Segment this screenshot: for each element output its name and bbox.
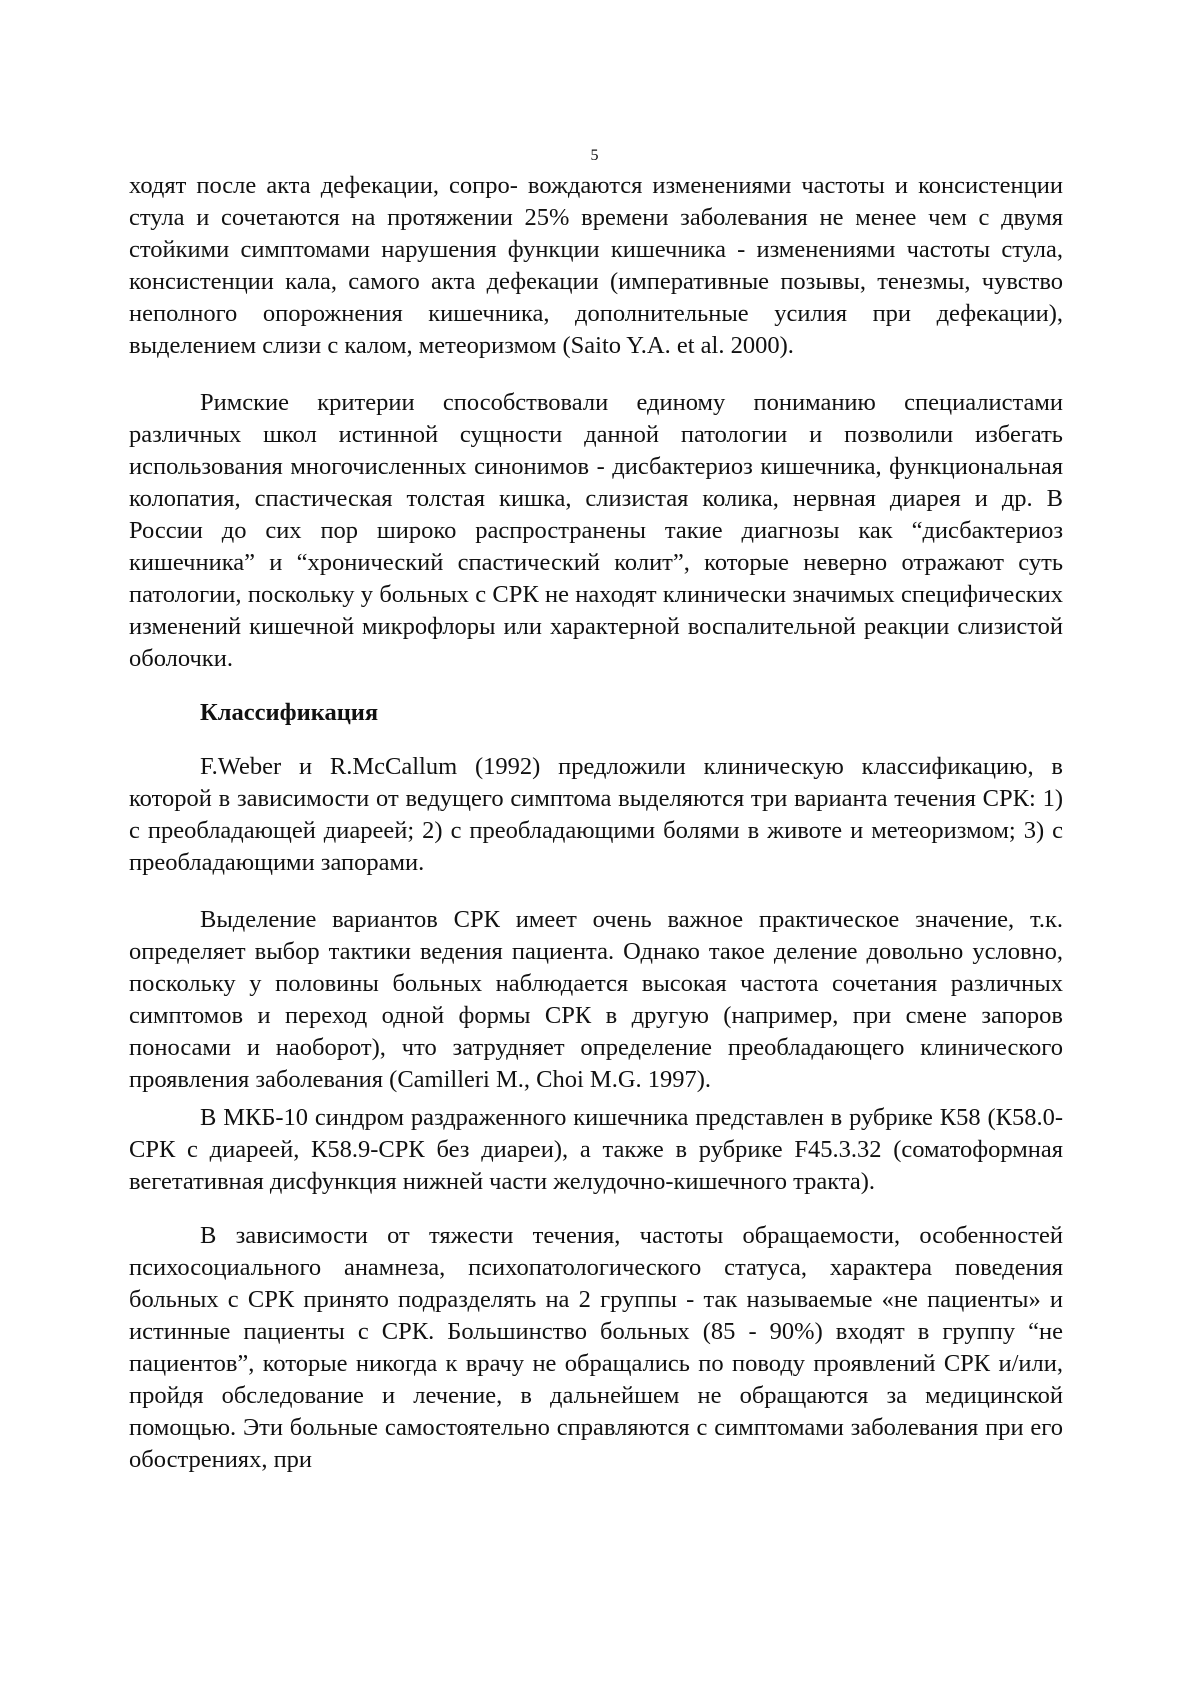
paragraph-icd10: В МКБ-10 синдром раздраженного кишечника представлен в рубрике К58 (К58.0- СРК с диареей, К58.9-СРК без диареи), а также в рубрике F45.3.32 (соматоформная вегетативная дисфункция нижней части желудочно-кишечного тракта). [129,1104,1063,1195]
section-heading-classification: Классификация [200,699,379,726]
paragraph-variants: Выделение вариантов СРК имеет очень важное практическое значение, т.к. определяет выбор тактики ведения пациента. Однако такое деление довольно условно, поскольку у половины больных наблюдается высокая частота сочетания различных симптомов и переход одной формы СРК в другую (например, при смене запоров поносами и наоборот), что затрудняет определение преобладающего клинического проявления заболевания (Camilleri M., Choi M.G. 1997). [129,906,1063,1093]
page-body [129,170,1063,1476]
paragraph-patient-groups: В зависимости от тяжести течения, частоты обращаемости, особенностей психосоциального анамнеза, психопатологического статуса, характера поведения больных с СРК принято подразделять на 2 группы - так называемые «не пациенты» и истинные пациенты с СРК. Большинство больных (85 - 90%) входят в группу “не пациентов”, которые никогда к врачу не обращались по поводу проявлений СРК и/или, пройдя обследование и лечение, в дальнейшем не обращаются за медицинской помощью. Эти больные самостоятельно справляются с симптомами заболевания при его обострениях, при [129,1222,1063,1473]
paragraph-weber-classification: F.Weber и R.McCallum (1992) предложили клиническую классификацию, в которой в зависимости от ведущего симптома выделяются три варианта течения СРК: 1) с преобладающей диареей; 2) с преобладающими болями в животе и метеоризмом; 3) с преобладающими запорами. [129,753,1063,876]
paragraph-continuation: ходят после акта дефекации, сопро- вождаются изменениями частоты и консистенции стула и сочетаются на протяжении 25% времени заболевания не менее чем с двумя стойкими симптомами нарушения функции кишечника - изменениями частоты стула, консистенции кала, самого акта дефекации (императивные позывы, тенезмы, чувство неполного опорожнения кишечника, дополнительные усилия при дефекации), выделением слизи с калом, метеоризмом (Saito Y.A. et al. 2000). [129,172,1063,359]
page-number: 5 [590,147,599,164]
paragraph-rome-criteria: Римские критерии способствовали единому пониманию специалистами различных школ истинной сущности данной патологии и позволили избегать использования многочисленных синонимов - дисбактериоз кишечника, функциональная колопатия, спастическая толстая кишка, слизистая колика, нервная диарея и др. В России до сих пор широко распространены такие диагнозы как “дисбактериоз кишечника” и “хронический спастический колит”, которые неверно отражают суть патологии, поскольку у больных с СРК не находят клинически значимых специфических изменений кишечной микрофлоры или характерной воспалительной реакции слизистой оболочки. [129,389,1063,672]
